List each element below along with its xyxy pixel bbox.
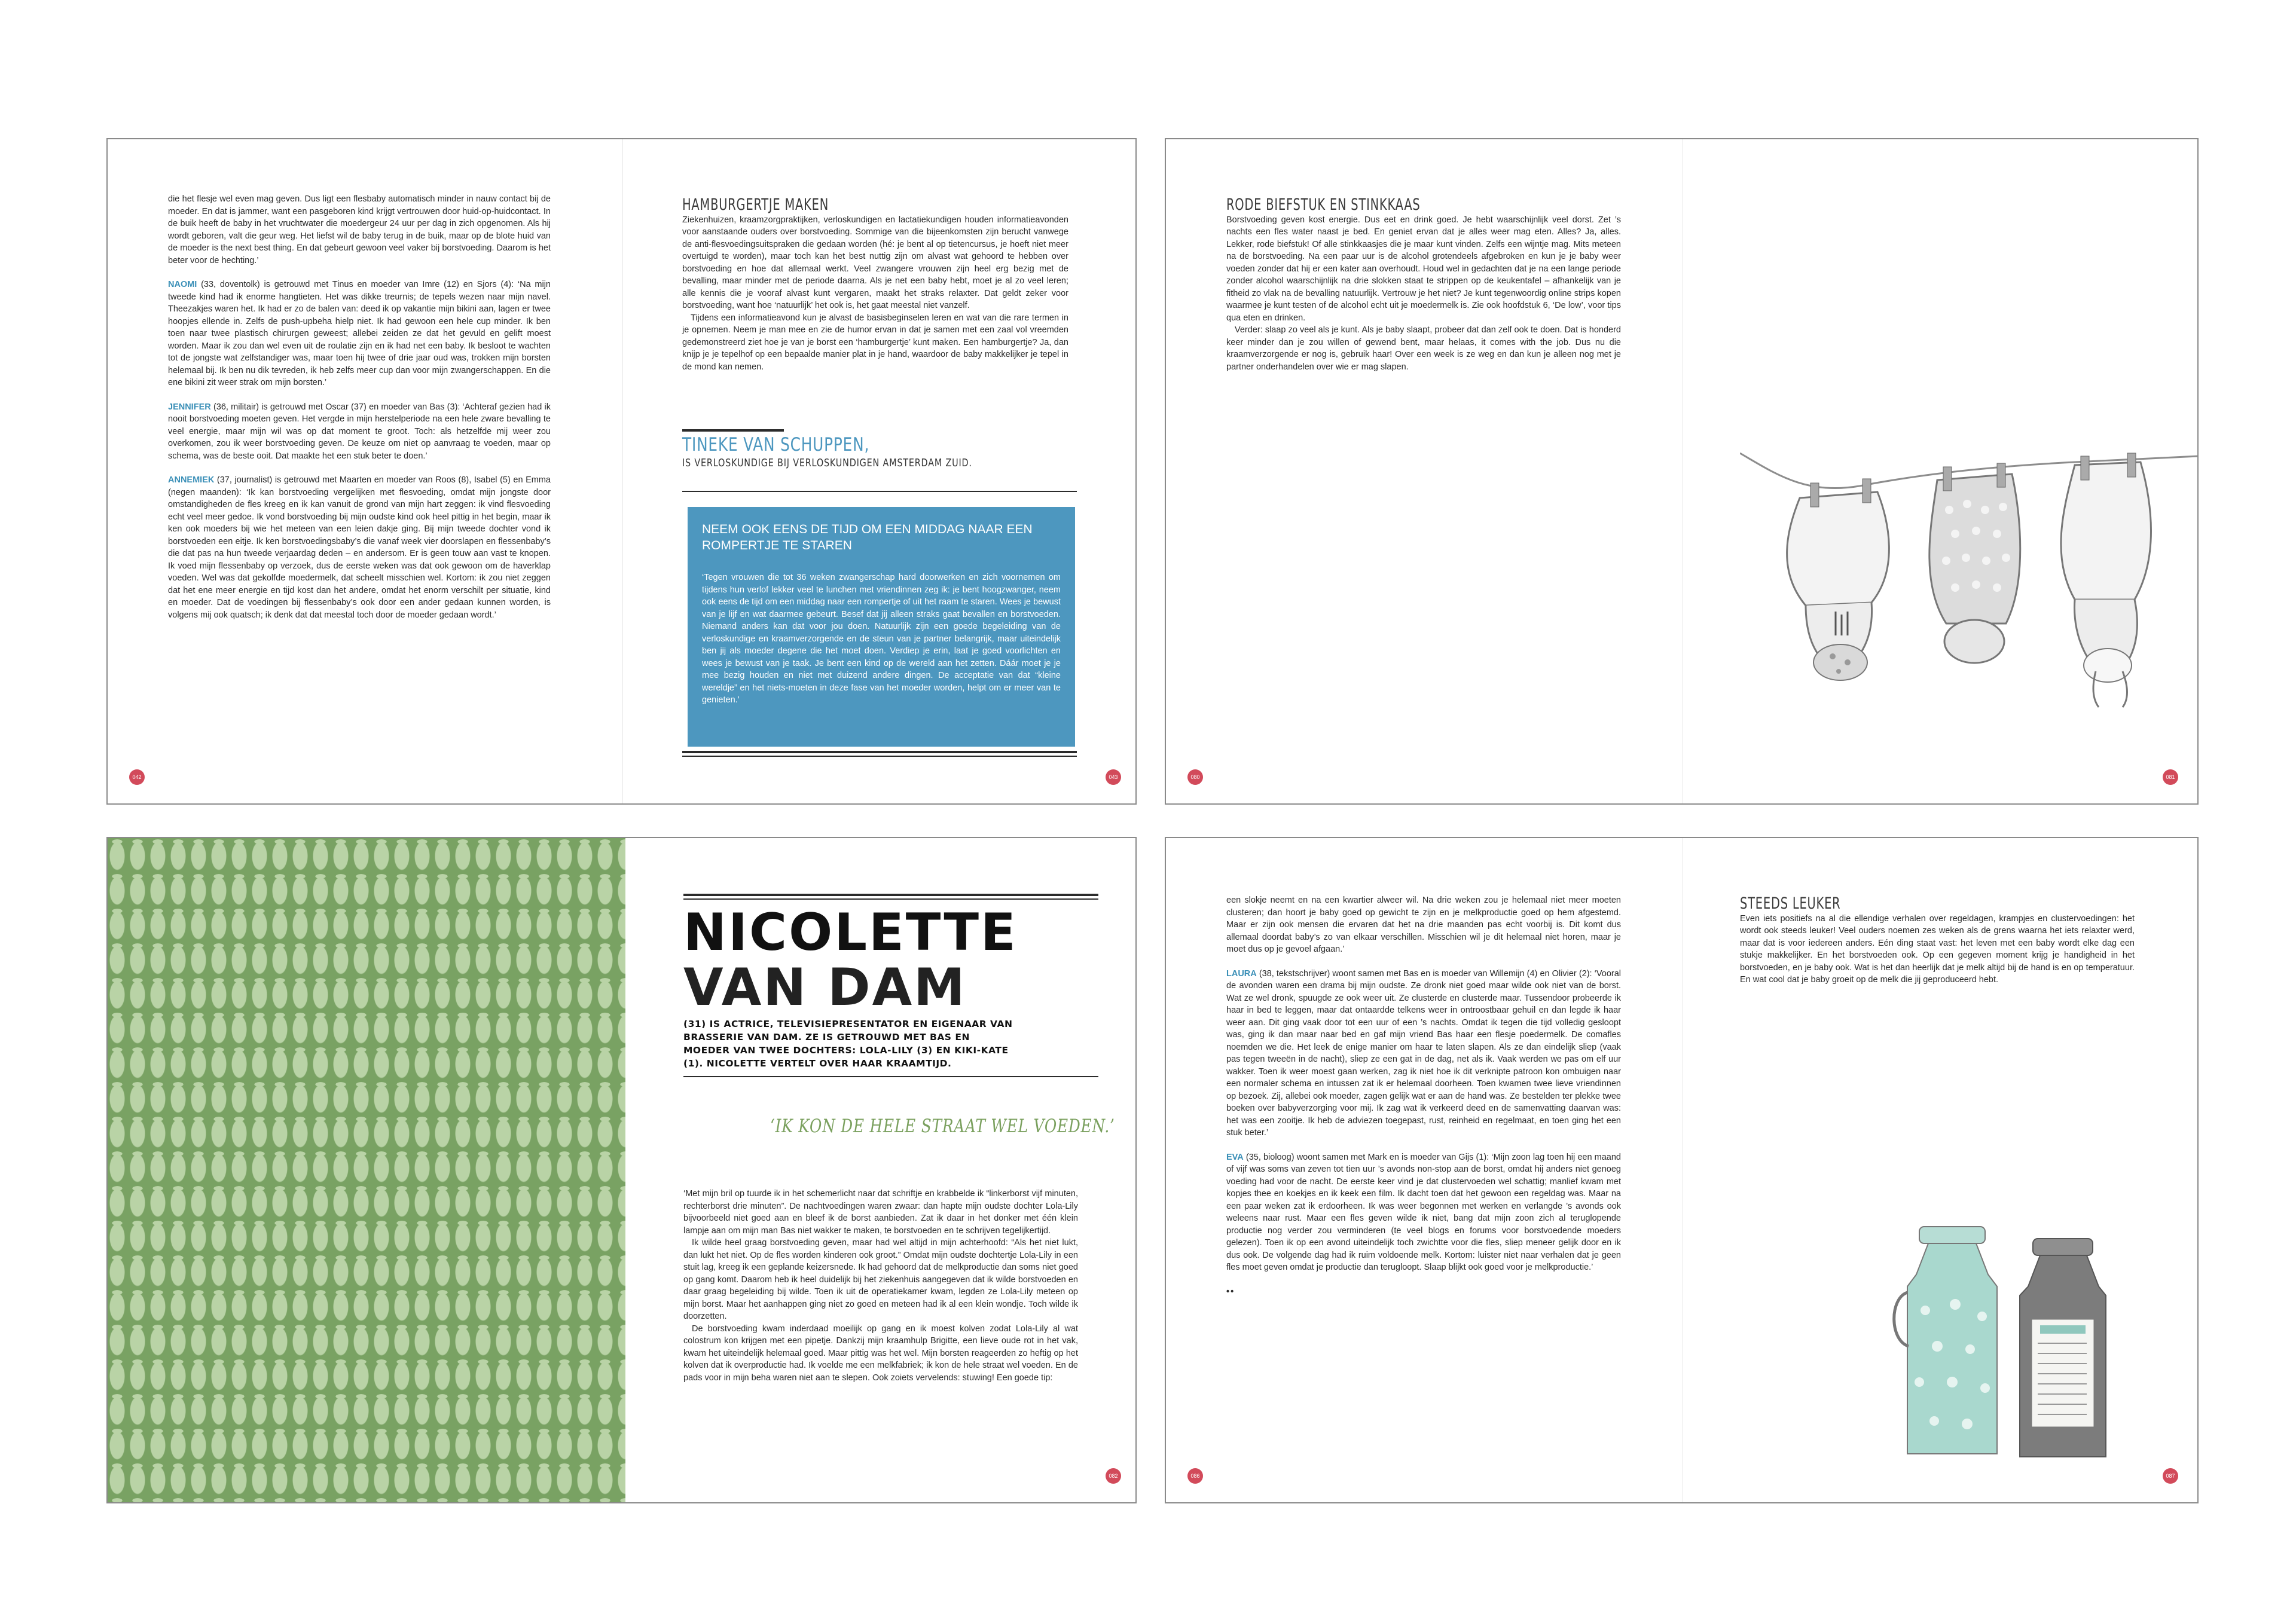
- name-label: LAURA: [1226, 968, 1257, 979]
- page-number: 087: [2163, 1468, 2178, 1484]
- milk-can-teal-icon: [1894, 1227, 1997, 1454]
- paragraph-text: die het flesje wel even mag geven. Dus ligt een flesbaby automatisch minder in nauw contact bij de moeder. En dat is jammer, want een pasgeboren kind krijgt vertrouwen door huid-op-huidcontact. In de buik heeft de baby in het vruchtwater die moedergeur 24 uur per dag in zich opgenomen. Als hij wordt geboren, valt die geur weg. Het liefst wil de baby terug in de buik, maar op de blote huid van de moeder is the next best thing. En dat gebeurt gewoon veel vaker bij borstvoeding. Daarom is het beter voor de hechting.’: [168, 194, 551, 265]
- right-column: [682, 195, 1068, 373]
- section-heading-steeds-leuker: STEEDS LEUKER: [1740, 894, 1841, 913]
- paragraph-text: (36, militair) is getrouwd met Oscar (37) en moeder van Bas (3): ‘Achteraf gezien had ik nooit borstvoeding moeten geven. Het vergde in mijn herstelperiode na een hele zware bevalling te veel energie, maar mijn wil was op dat moment te groot. Toch: als hetzelfde mij weer zou overkomen, zou ik weer borstvoeding geven. De keuze om niet op aanvraag te voeden, maar op schema, was de beste ooit. Dat maakte het een stuk beter te doen.’: [168, 402, 551, 461]
- text-column: [1226, 195, 1621, 373]
- left-column: [1226, 894, 1621, 1298]
- divider: [682, 491, 1077, 492]
- paragraph: Even iets positiefs na al die ellendige verhalen over regeldagen, krampjes en clustervoedingen: het wordt ook steeds leuker! Veel ouders noemen zes weken als de grens waarna het iets relaxter werd, maar dat is voor iedereen anders. Eén ding staat vast: het leven met een baby wordt elke dag een stukje makkelijker. En het borstvoeden ook. Op een gegeven moment krijg je handigheid in het borstvoeden, en je baby ook. Wat is het dan heerlijk dat je melk altijd bij de hand is en op temperatuur. En wat cool dat je baby groeit op de melk die jij geproduceerd hebt.: [1740, 913, 2135, 985]
- page-number: 082: [1106, 1468, 1121, 1484]
- expert-name: TINEKE VAN SCHUPPEN,: [682, 434, 870, 456]
- page-number: 042: [129, 769, 145, 785]
- divider: [682, 751, 1077, 753]
- paragraph-jennifer: [168, 401, 551, 463]
- right-column: [1740, 894, 2135, 986]
- milk-cans-illustration: [1883, 1221, 2135, 1472]
- section-heading-hamburgertje: HAMBURGERTJE MAKEN: [682, 195, 829, 214]
- milk-can-grey-icon: [2020, 1239, 2106, 1457]
- paragraph: Borstvoeding geven kost energie. Dus eet en drink goed. Je hebt waarschijnlijk veel dorst. Zet ’s nachts een fles water naast je bed. En geniet ervan dat je alles weer mag eten. Alles? Ja, alles. Lekker, rode biefstuk! Of alle stinkkaasjes die je maar kunt vinden. Zelfs een wijntje mag. Mits meteen na de borstvoeding. Na een paar uur is de alcohol grotendeels afgebroken en kun je je baby weer voeden zonder dat hij er een kater aan overhoudt. Houd wel in gedachten dat je na een lange periode zonder alcohol waarschijnlijk na drie slokken staat te strippen op de keukentafel – afhankelijk van je fitheid zo vlak na de bevalling natuurlijk. Vertrouw je het niet? Je kunt tegenwoordig online strips kopen waarmee je kunt testen of de alcohol echt uit je moedermelk is. Zie ook hoofdstuk 6, ‘De low’, voor tips qua eten en drinken.: [1226, 215, 1621, 323]
- paragraph: ‘Met mijn bril op tuurde ik in het schemerlicht naar dat schriftje en krabbelde ik “linkerborst vijf minuten, rechterborst drie minuten”. De nachtvoedingen waren zwaar: dan hapte mijn oudste dochter Lola-Lily bijvoorbeeld niet goed aan en bleef ik de borst aanbieden. Zat ik daar in het donker met één klein lampje aan om mijn man Bas niet wakker te maken, te borstvoeden en te schrijven tegelijkertijd.: [683, 1189, 1078, 1236]
- name-label: NAOMI: [168, 280, 197, 289]
- baby-romper-left-icon: [1787, 479, 1889, 680]
- paragraph-laura: [1226, 968, 1621, 1139]
- title-line: NICOLETTE: [683, 903, 1018, 962]
- name-label: JENNIFER: [168, 402, 211, 412]
- page-fold: [622, 139, 623, 803]
- left-column: [168, 193, 551, 633]
- title-line: VAN DAM: [683, 958, 967, 1017]
- name-label: EVA: [1226, 1152, 1244, 1162]
- divider: [683, 898, 1098, 900]
- interview-body: [683, 1188, 1078, 1384]
- divider: [683, 894, 1098, 896]
- quote-box: [688, 507, 1075, 747]
- milk-bottle-pattern: [108, 838, 625, 1503]
- name-label: ANNEMIEK: [168, 475, 215, 485]
- spread-page-082: [106, 837, 1137, 1503]
- paragraph: een slokje neemt en na een kwartier alweer wil. Na drie weken zou je helemaal niet meer moeten clusteren; dan hoort je baby goed op gewicht te zijn en je melkproductie goed op hem afgestemd. Maar er zijn ook mensen die ervaren dat het na drie maanden pas echt voorbij is. Dit komt dus allemaal doordat baby’s zo van elkaar verschillen. Misschien wil je dit helemaal niet horen, maar je moet dus op je gevoel afgaan.’: [1226, 895, 1621, 954]
- paragraph-naomi: [168, 279, 551, 389]
- paragraph-text: (38, tekstschrijver) woont samen met Bas en is moeder van Willemijn (4) en Olivier (2): ‘Vooral de avonden waren een drama bij mijn oudste. Ze dronk niet goed maar wilde ook niet van de borst. Wat ze wel dronk, spuugde ze ook weer uit. Ze clusterde en clusterde maar. Tussendoor probeerde ik haar in bed te leggen, maar dat ontaardde telkens weer in ontroostbaar gehuil en dan legde ik haar weer aan. Dit ging vaak door tot een uur of een ’s nachts. Omdat ik tegen die tijd volledig gesloopt was, ging ik dan maar naar bed en gaf mijn vriend Bas haar een flesje poedermelk. De comafles noemden we die. Het leek de enige manier om haar te laten slapen. Als ze dan eindelijk sliep (vaak pas tegen tweeën in de nacht), sliep ze een gat in de dag, net als ik. Vaak werden we pas om elf uur wakker. Toen ik weer moest gaan werken, zag ik niet hoe ik dit verknipte patroon kon ombuigen naar een normaler schema en intussen zat ik er helemaal doorheen. Toen kwamen twee lieve vriendinnen op bezoek. Zij, allebei ook moeder, zagen gelijk wat er aan de hand was. Ze bestelden ter plekke twee boeken over babyverzorging voor mij. Ik zag wat ik verkeerd deed en de samenvatting daarvan was: het was een zooitje. Ik heb de adviezen toegepast, rust, reinheid en regelmaat, en toen ging het een stuk beter.’: [1226, 968, 1621, 1138]
- spread-pages-042-043: [106, 138, 1137, 805]
- clothesline-illustration: [1740, 450, 2199, 737]
- page-number: 081: [2163, 769, 2178, 785]
- divider: [683, 1076, 1098, 1077]
- page-number: 086: [1187, 1468, 1203, 1484]
- page-number: 080: [1187, 769, 1203, 785]
- paragraph: Tijdens een informatieavond kun je alvast de basisbeginselen leren en wat van die rare termen in je opnemen. Neem je man mee en zie de humor ervan in dat je samen met een zaal vol vreemden gedemonstreerd ziet hoe je van je borst een ‘hamburgertje’ kunt maken. Een hamburgertje? Ja, dan knijp je je tepelhof op een bepaalde manier plat in je hand, waardoor de baby makkelijker je tepel in de mond kan nemen.: [682, 313, 1068, 372]
- spread-pages-080-081: [1165, 138, 2199, 805]
- pull-quote: [770, 1115, 1137, 1137]
- interview-title: [683, 905, 1018, 1015]
- paragraph: De borstvoeding kwam inderdaad moeilijk op gang en ik moest kolven zodat Lola-Lily al wat colostrum kon krijgen met een pipetje. Dankzij mijn kraamhulp Brigitte, een lieve oude rot in het vak, kwam het uiteindelijk helemaal goed. Maar pittig was het wel. Mijn borsten reageerden zo heftig op het kolven dat ik overproductie had. Ik voelde me een melkfabriek; ik kon de hele straat wel voeden. En de pads voor in mijn beha waren niet aan te slepen. Ook zoiets vervelends: stuwing! Een goede tip:: [683, 1324, 1078, 1383]
- quote-box-text: ‘Tegen vrouwen die tot 36 weken zwangerschap hard doorwerken en zich voornemen om tijdens hun verlof lekker veel te lunchen met vriendinnen zeg ik: je bent hoogzwanger, neem ook eens de tijd om een middag naar een rompertje of uit het raam te staren. Wees je bewust van je lijf en wat daarmee gebeurt. Besef dat jij alleen straks gaat bevallen en borstvoeden. Niemand anders kan dat voor jou doen. Natuurlijk zijn een goede begeleiding van de verloskundige en kraamverzorgende en de steun van je partner belangrijk, maar uiteindelijk ben jij als moeder degene die het moet doen. Verdiep je erin, laat je goed voorlichten en wees je bewust van je taak. Je bent een kind op de wereld aan het zetten. Dáár moet je je mee bezig houden en niet met duizend andere dingen. De acceptatie van dat “kleine wereldje” en het niets-moeten in deze fase van het moeder worden, helpt om er meer van te genieten.’: [702, 573, 1061, 705]
- paragraph-text: (35, bioloog) woont samen met Mark en is moeder van Gijs (1): ‘Mijn zoon lag toen hij een maand of vijf was soms van zeven tot tien uur ’s avonds non-stop aan de borst, omdat hij anders niet genoeg voeding had voor de nacht. De eerste keer vind je dat clustervoeden wel schattig; manlief kwam met kopjes thee en koekjes en ik keek een film. Ik dacht toen dat het gewoon een regeldag was. Maar na een paar weken zat ik erdoorheen. Ik was weer begonnen met werken en verlangde ’s avonds ook weleens naar rust. Maar een fles geven wilde ik niet, bang dat mijn zoon zich al teruglopende productie nog verder zou verminderen (te veel blogs en forums voor borstvoedende moeders gelezen). Toen ik op een avond uiteindelijk toch zwichtte voor die fles, sliep meneer gelijk door en ik dus ook. De volgende dag had ik ruim voldoende melk. Kortom: luister niet naar verhalen dat je geen fles moet geven omdat je productie dan terugloopt. Slaap blijkt ook goed voor je melkproductie.’: [1226, 1152, 1621, 1272]
- expert-role: IS VERLOSKUNDIGE BIJ VERLOSKUNDIGEN AMSTERDAM ZUID.: [682, 457, 972, 469]
- divider: [682, 429, 784, 432]
- divider: [682, 756, 1077, 757]
- pull-quote-text: ‘IK KON DE HELE STRAAT WEL VOEDEN.’: [770, 1115, 1115, 1137]
- interview-intro: (31) IS ACTRICE, TELEVISIEPRESENTATOR EN EIGENAAR VAN BRASSERIE VAN DAM. ZE IS GETROUWD MET BAS EN MOEDER VAN TWEE DOCHTERS: LOLA-LILY (3) EN KIKI-KATE (1). NICOLETTE VERTELT OVER HAAR KRAAMTIJD.: [683, 1019, 1013, 1069]
- page-number: 043: [1106, 769, 1121, 785]
- section-heading-biefstuk: RODE BIEFSTUK EN STINKKAAS: [1226, 195, 1421, 214]
- expert-byline: [682, 434, 1077, 469]
- baby-romper-middle-icon: [1929, 463, 2020, 663]
- paragraph-eva: [1226, 1151, 1621, 1274]
- paragraph: Ziekenhuizen, kraamzorgpraktijken, verloskundigen en lactatiekundigen houden informatieavonden voor aanstaande ouders over borstvoeding. Sommige van die bijeenkomsten zijn berucht vanwege de anti-flesvoedingsuitspraken die gedaan worden (hé: je bent al op tietencursus, je hoeft niet meer overtuigd te worden), maar toch kan het best nuttig zijn om alvast wat gehoord te hebben over borstvoeding en hoe dat allemaal werkt. Veel zwangere vrouwen zijn heel erg bezig met de bevalling, maar minder met de periode daarna. Als je net een baby hebt, moet je al zo veel leren; alle kennis die je vooraf alvast kunt vergaren, maakt het straks relaxter. Dat geldt zeker voor borstvoeding, want hoe ‘natuurlijk’ het ook is, het gaat meestal niet vanzelf.: [682, 215, 1068, 310]
- spread-pages-086-087: [1165, 837, 2199, 1503]
- end-mark: ••: [1226, 1286, 1235, 1297]
- paragraph-annemiek: [168, 474, 551, 621]
- paragraph-intro: [168, 193, 551, 267]
- paragraph-text: (33, doventolk) is getrouwd met Tinus en moeder van Imre (12) en Sjors (4): ‘Na mijn tweede kind had ik enorme hangtieten. Het was dikke treurnis; de tepels wezen naar mijn navel. Theezakjes waren het. Ik had er zo de balen van: deed ik op vakantie mijn bikini aan, lagen er twee hoopjes ellende in. Zelfs de push-upbeha hielp niet. Ik had gewoon een hele cup minder. Ik ben toen naar twee plastisch chirurgen geweest; allebei zeiden ze dat het gevuld en gelift moest worden. Maar ik zou dan wel even uit de roulatie zijn en ik had net een baby. Ik besloot te wachten tot de jongste wat zelfstandiger was, maar toen hij twee of drie jaar oud was, trokken mijn borsten helemaal bij. Ik ben nu dik tevreden, ik heb zelfs meer cup dan voor mijn zwangerschappen. En die ene bikini zit weer strak om mijn borsten.’: [168, 280, 551, 387]
- paragraph: Ik wilde heel graag borstvoeding geven, maar had wel altijd in mijn achterhoofd: “Als het niet lukt, dan lukt het niet. Op de fles worden kinderen ook groot.” Omdat mijn oudste dochtertje Lola-Lily in een stuit lag, kreeg ik een geplande keizersnede. Ik had gehoord dat de melkproductie dan soms niet goed op gang komt. Daarom heb ik heel duidelijk bij het ziekenhuis aangegeven dat ik wilde borstvoeden en daar graag begeleiding bij wilde. Toen ik uit de operatiekamer kwam, legden ze Lola-Lily meteen op mijn borst. Maar het aanhappen ging niet zo goed en meteen had ik al een klein wondje. Toch wilde ik doorzetten.: [683, 1238, 1078, 1321]
- paragraph-text: (37, journalist) is getrouwd met Maarten en moeder van Roos (8), Isabel (5) en Emma (negen maanden): ‘Ik kan borstvoeding vergelijken met flesvoeding, omdat mijn jongste door omstandigheden de fles kreeg en ik kan vanuit de grond van mijn hart zeggen: ik vind flesvoeding echt veel meer gedoe. Ik vond borstvoeding bij mijn oudste kind ook heel pittig in het begin, maar ik ken ook moeders bij wie het meteen van een leien dakje ging. Bij mijn tweede dochter vond ik borstvoeden een eitje. Ik ken borstvoedingsbaby’s die vanaf week vier doorslapen en flessenbaby’s die dat pas na hun tweede verjaardag deden – en andersom. Er is geen touw aan vast te knopen. Ik voed mijn flessenbaby op verzoek, dus de eerste weken was dat ook gewoon om de haverklap voeden. Wel was dat gekolfde moedermelk, dat scheelt misschien wel. Kortom: ik zou niet zeggen dat het ene meer energie en tijd kost dan het andere, omdat het enorm verschilt per situatie, kind en moeder. Dat de voedingen bij flessenbaby’s ook door een ander gedaan kunnen worden, is volgens mij ook quatsch; ik denk dat dat meestal toch door de moeder gedaan wordt.’: [168, 475, 551, 620]
- quote-box-heading: NEEM OOK EENS DE TIJD OM EEN MIDDAG NAAR EEN ROMPERTJE TE STAREN: [702, 522, 1033, 552]
- baby-romper-right-icon: [2061, 453, 2151, 707]
- paragraph: Verder: slaap zo veel als je kunt. Als je baby slaapt, probeer dat dan zelf ook te doen. Dat is honderd keer minder dan je zou willen of gewend bent, maar helaas, it comes with the job. Dus nu die kraamverzorgende er nog is, gebruik haar! Over een week is ze weg en dan kun je alleen nog met je partner onderhandelen over wie er mag slapen.: [1226, 325, 1621, 372]
